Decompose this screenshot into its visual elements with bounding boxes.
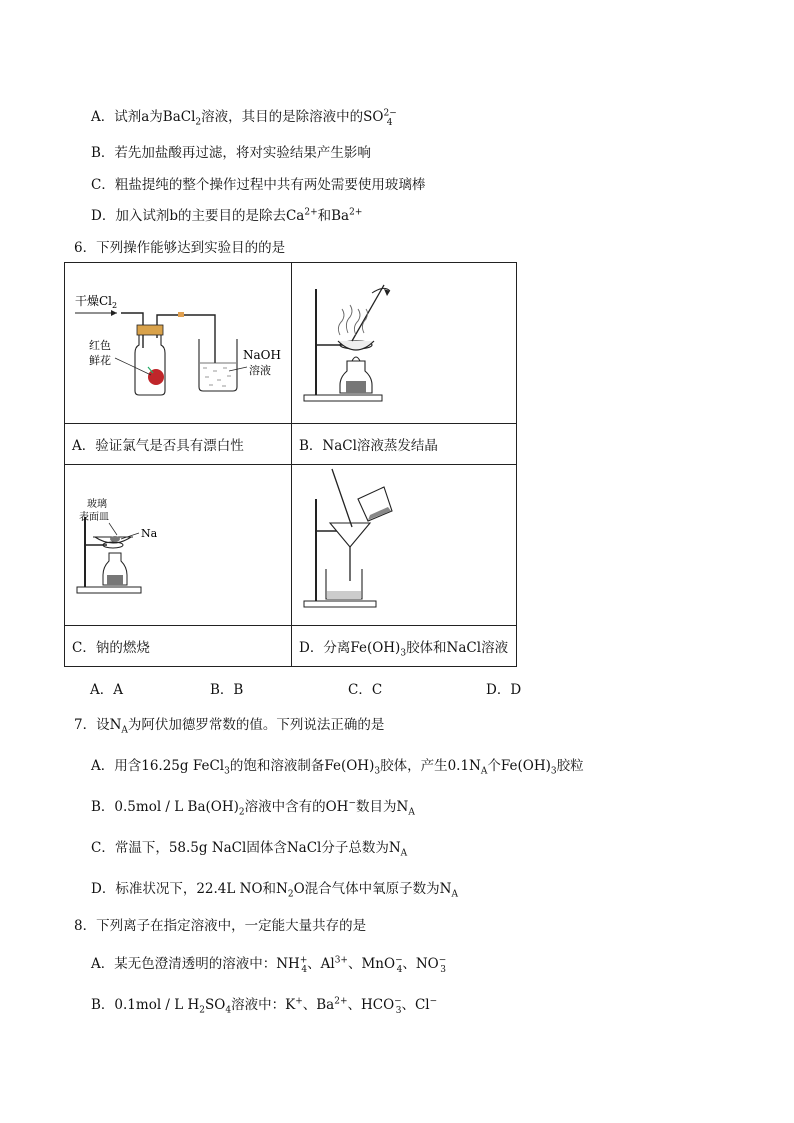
chlorine-bleach-apparatus-diagram: [65, 263, 291, 419]
q6-cell-c-image: [65, 465, 292, 626]
q6-options-table: [64, 262, 517, 667]
q8-option-a: A．某无色澄清透明的溶液中：$NH^+_4$、$Al^{3+}$、MnO−$_4$、$NO^-_3$: [91, 955, 447, 975]
q5-option-c: C．粗盐提纯的整个操作过程中共有两处需要使用玻璃棒: [91, 177, 426, 193]
q6-choice-b[interactable]: B．B: [210, 682, 244, 698]
q7-option-d: D．标准状况下，22.4L NO和$N_2O$混合气体中氧原子数为$N_A$: [91, 881, 458, 900]
q6-stem: 6．下列操作能够达到实验目的的是: [74, 240, 286, 256]
q6-cell-c-caption: C．钠的燃烧: [65, 626, 292, 667]
q5-option-a: A．试剂a为BaCl$_2$溶液，其目的是除溶液中的$SO^{2-}_4$: [91, 108, 397, 128]
q6-choice-a[interactable]: A．A: [90, 682, 123, 698]
svg-text:NaOH: NaOH: [243, 348, 281, 362]
svg-text:红色: 红色: [89, 339, 111, 352]
q6-choice-d[interactable]: D．D: [486, 682, 522, 698]
q6-cell-a-image: [65, 263, 292, 424]
svg-text:玻璃: 玻璃: [87, 499, 107, 510]
evaporation-apparatus-diagram: [292, 263, 516, 419]
q6-choice-c[interactable]: C．C: [348, 682, 383, 698]
q8-option-b: B．0.1mol / L $H_2SO_4$溶液中：K+、$Ba^{2+}$、$HCO^-_3$、Cl−: [91, 996, 438, 1016]
q7-stem: 7．设$N_A$为阿伏加德罗常数的值。下列说法正确的是: [74, 717, 385, 736]
q8-stem: 8．下列离子在指定溶液中，一定能大量共存的是: [74, 918, 367, 934]
svg-text:Na: Na: [141, 527, 158, 540]
svg-text:溶液: 溶液: [249, 364, 271, 377]
filtration-apparatus-diagram: [292, 465, 516, 621]
q5-option-b: B．若先加盐酸再过滤，将对实验结果产生影响: [91, 145, 371, 161]
q6-cell-a-caption: A．验证氯气是否具有漂白性: [65, 424, 292, 465]
q6-cell-b-caption: B．NaCl溶液蒸发结晶: [292, 424, 517, 465]
q5-option-d: D．加入试剂b的主要目的是除去$Ca^{2+}$和$Ba^{2+}$: [91, 207, 363, 224]
svg-text:表面皿: 表面皿: [79, 512, 109, 523]
q7-option-c: C．常温下，58.5g NaCl固体含NaCl分子总数为$N_A$: [91, 840, 408, 859]
svg-text:鲜花: 鲜花: [89, 354, 111, 367]
q7-option-a: A．用含16.25g FeCl$_3$的饱和溶液制备$Fe(OH)_3$胶体，产生$0.1N_A$个$Fe(OH)_3$胶粒: [91, 758, 584, 777]
dry-cl2-label: 干燥$Cl_2$: [75, 294, 118, 310]
q6-cell-d-caption: D．分离$Fe(OH)_3$胶体和NaCl溶液: [292, 626, 517, 667]
q6-cell-b-image: [292, 263, 517, 424]
q6-cell-d-image: [292, 465, 517, 626]
q7-option-b: B．0.5mol / L $Ba(OH)_2$溶液中含有的OH−数目为$N_A$: [91, 798, 415, 818]
sodium-combustion-diagram: [65, 465, 291, 621]
